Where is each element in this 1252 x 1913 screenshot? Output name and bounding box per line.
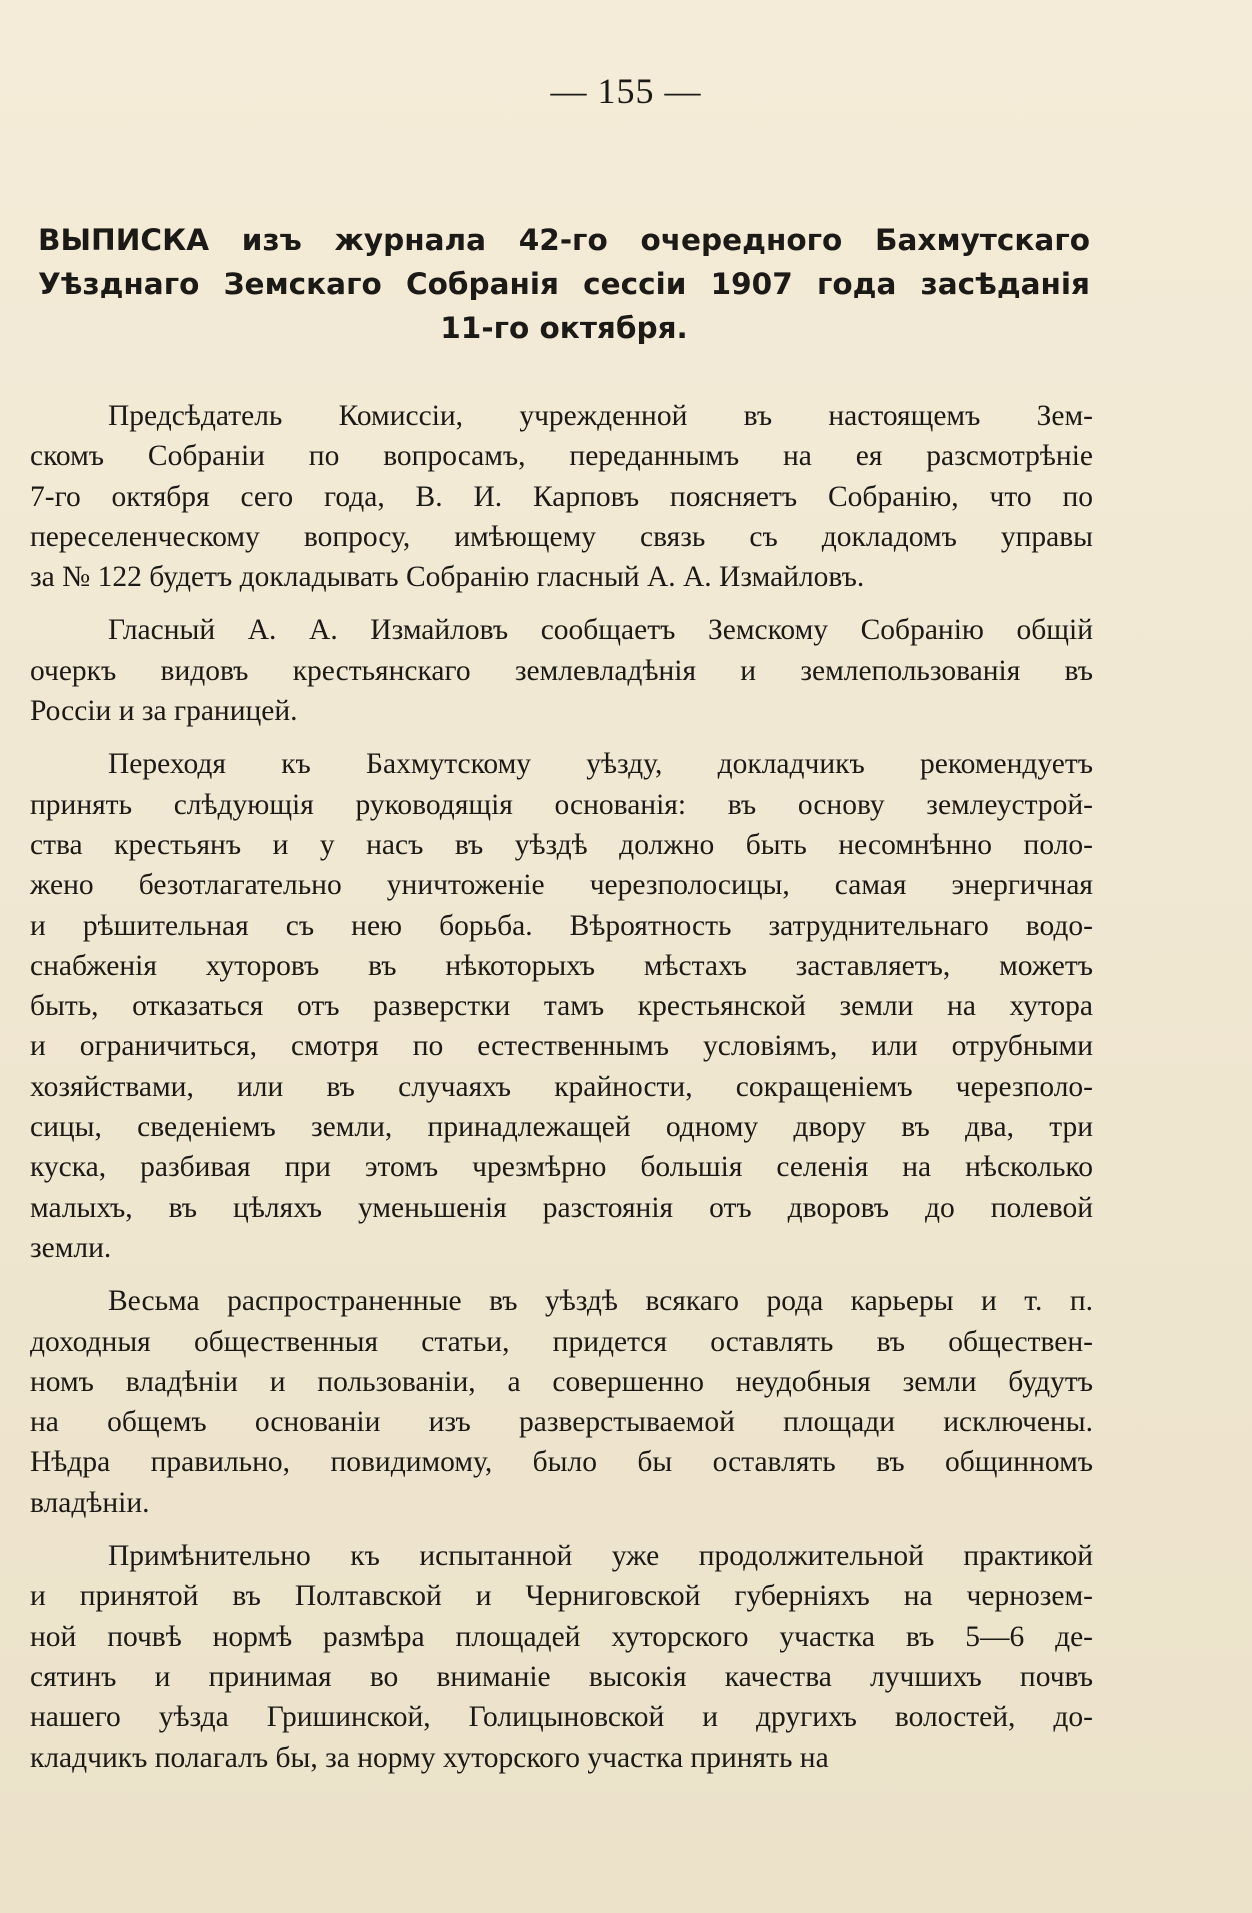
title-line: Уѣзднаго Земскаго Собранія сессіи 1907 года засѣданія <box>38 267 1090 301</box>
text-line: и принятой въ Полтавской и Черниговской губерніяхъ на чернозем- <box>30 1580 1093 1613</box>
paragraph <box>30 610 1093 731</box>
page-number: — 155 — <box>550 71 702 111</box>
title-line: ВЫПИСКА изъ журнала 42-го очередного Бахмутскаго <box>38 223 1090 257</box>
text-line: Весьма распространенные въ уѣздѣ всякаго рода карьеры и т. п. <box>108 1285 1093 1318</box>
text-line: и рѣшительная съ нею борьба. Вѣроятность затруднительнаго водо- <box>30 909 1093 942</box>
text-line: сятинъ и принимая во вниманіе высокія качества лучшихъ почвъ <box>30 1660 1093 1693</box>
text-line: скомъ Собраніи по вопросамъ, переданнымъ на ея разсмотрѣніе <box>30 440 1093 473</box>
text-line: Переходя къ Бахмутскому уѣзду, докладчикъ рекомендуетъ <box>108 748 1093 781</box>
document-title <box>38 218 1090 350</box>
text-line: жено безотлагательно уничтоженіе черезполосицы, самая энергичная <box>30 869 1093 902</box>
text-line: Нѣдра правильно, повидимому, было бы оставлять въ общинномъ <box>30 1446 1093 1479</box>
paragraph <box>30 1281 1093 1523</box>
text-line: кладчикъ полагалъ бы, за норму хуторского участка принять на <box>30 1741 829 1774</box>
text-line: хозяйствами, или въ случаяхъ крайности, сокращеніемъ черезполо- <box>30 1070 1093 1103</box>
text-line: доходныя общественныя статьи, придется оставлять въ обществен- <box>30 1325 1093 1358</box>
text-line: принять слѣдующія руководящія основанія: въ основу землеустрой- <box>30 788 1093 821</box>
text-line: земли. <box>30 1231 112 1264</box>
text-line: нашего уѣзда Гришинской, Голицыновской и другихъ волостей, до- <box>30 1701 1093 1734</box>
text-line: номъ владѣніи и пользованіи, а совершенно неудобныя земли будутъ <box>30 1365 1093 1398</box>
text-line: владѣніи. <box>30 1486 150 1519</box>
document-body <box>30 396 1093 1791</box>
text-line: быть, отказаться отъ разверстки тамъ крестьянской земли на хутора <box>30 990 1093 1023</box>
text-line: переселенческому вопросу, имѣющему связь съ докладомъ управы <box>30 520 1093 553</box>
text-line: Предсѣдатель Комиссіи, учрежденной въ настоящемъ Зем- <box>108 400 1093 432</box>
text-line: Примѣнительно къ испытанной уже продолжительной практикой <box>108 1540 1093 1573</box>
title-line: 11-го октября. <box>440 311 688 345</box>
text-line: Россіи и за границей. <box>30 695 298 728</box>
text-line: сицы, сведеніемъ земли, принадлежащей одному двору въ два, три <box>30 1111 1093 1144</box>
text-line: на общемъ основаніи изъ разверстываемой площади исключены. <box>30 1406 1093 1439</box>
text-line: и ограничиться, смотря по естественнымъ условіямъ, или отрубными <box>30 1030 1093 1063</box>
text-line: Гласный А. А. Измайловъ сообщаетъ Земскому Собранію общій <box>108 614 1093 647</box>
paragraph <box>30 396 1093 597</box>
text-line: 7-го октября сего года, В. И. Карповъ поясняетъ Собранію, что по <box>30 480 1093 513</box>
text-line: ства крестьянъ и у насъ въ уѣздѣ должно быть несомнѣнно поло- <box>30 828 1093 861</box>
text-line: куска, разбивая при этомъ чрезмѣрно большія селенія на нѣсколько <box>30 1151 1093 1184</box>
text-line: снабженія хуторовъ въ нѣкоторыхъ мѣстахъ заставляетъ, можетъ <box>30 949 1093 982</box>
paragraph <box>30 744 1093 1268</box>
text-line: малыхъ, въ цѣляхъ уменьшенія разстоянія отъ дворовъ до полевой <box>30 1191 1093 1224</box>
text-line: за № 122 будетъ докладывать Собранію гласный А. А. Измайловъ. <box>30 561 865 594</box>
text-line: ной почвѣ нормѣ размѣра площадей хуторского участка въ 5—6 де- <box>30 1620 1093 1653</box>
text-line: очеркъ видовъ крестьянскаго землевладѣнія и землепользованія въ <box>30 654 1093 687</box>
paragraph <box>30 1536 1093 1778</box>
